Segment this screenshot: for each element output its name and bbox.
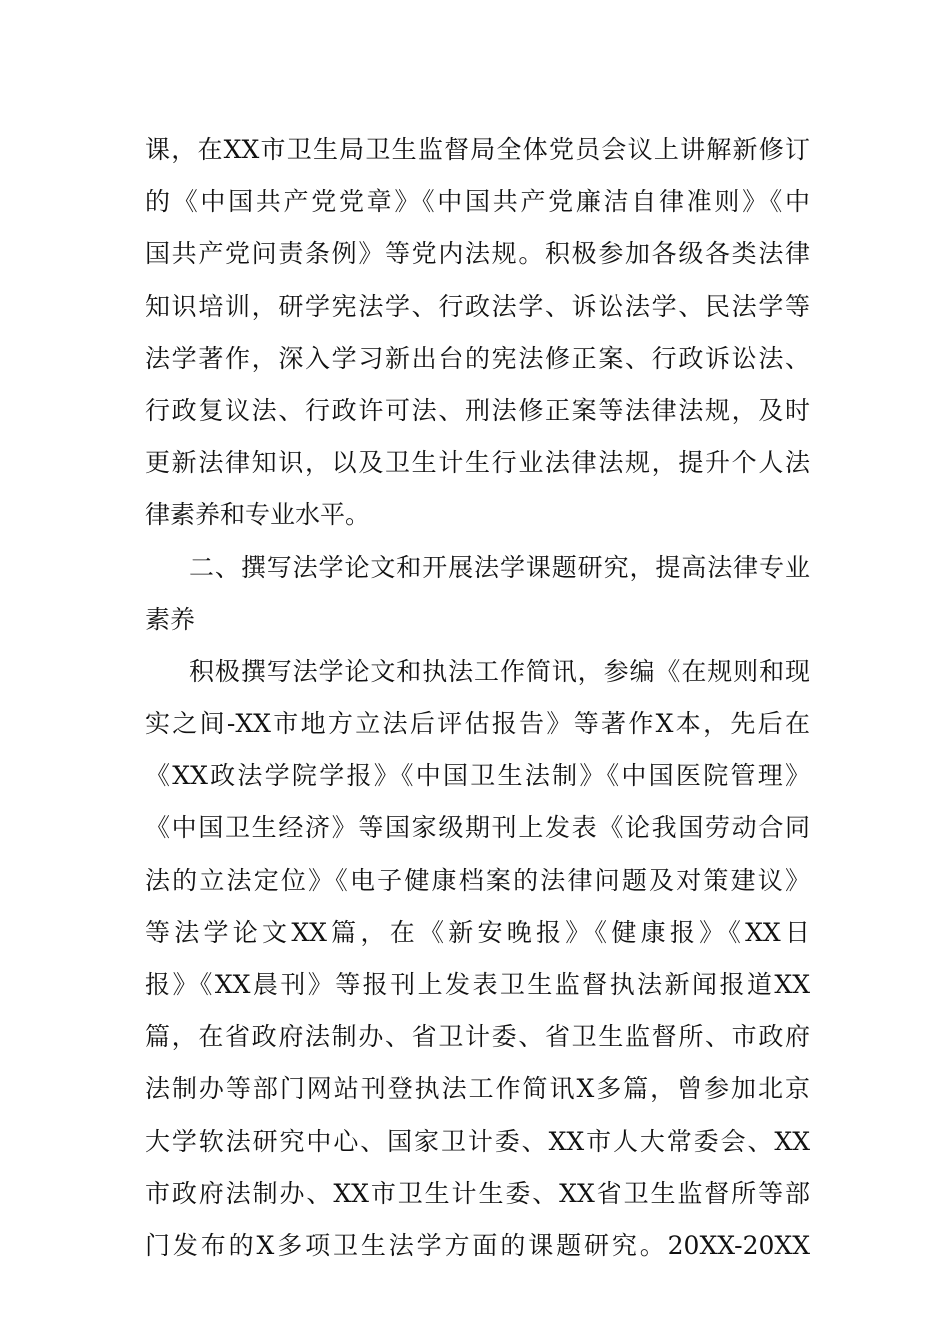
paragraph-3 [145,646,810,1272]
text-line: 的《中国共产党党章》《中国共产党廉洁自律准则》《中 [145,187,810,217]
text-line: 实之间-XX市地方立法后评估报告》等著作X本，先后在 [145,709,810,739]
text-line: 国共产党问责条例》等党内法规。积极参加各级各类法律 [145,239,810,269]
text-line: 门发布的X多项卫生法学方面的课题研究。20XX-20XX [145,1230,810,1260]
text-line: 积极撰写法学论文和执法工作简讯，参编《在规则和现 [189,656,810,686]
text-line: 行政复议法、行政许可法、刑法修正案等法律法规，及时 [145,395,810,425]
text-line: 法学著作，深入学习新出台的宪法修正案、行政诉讼法、 [145,343,810,373]
text-line: 素养 [145,604,196,634]
text-line: 更新法律知识，以及卫生计生行业法律法规，提升个人法 [145,448,810,478]
text-line: 篇，在省政府法制办、省卫计委、省卫生监督所、市政府 [145,1022,810,1052]
text-line: 知识培训，研学宪法学、行政法学、诉讼法学、民法学等 [145,291,810,321]
text-line: 等法学论文XX篇，在《新安晚报》《健康报》《XX日 [145,917,810,947]
text-line: 律素养和专业水平。 [145,500,371,530]
text-line: 《XX政法学院学报》《中国卫生法制》《中国医院管理》 [145,761,810,791]
text-line: 《中国卫生经济》等国家级期刊上发表《论我国劳动合同 [145,813,810,843]
text-line: 法制办等部门网站刊登执法工作简讯X多篇，曾参加北京 [145,1074,810,1104]
text-line: 二、撰写法学论文和开展法学课题研究，提高法律专业 [189,552,810,582]
text-line: 市政府法制办、XX市卫生计生委、XX省卫生监督所等部 [145,1178,810,1208]
text-line: 法的立法定位》《电子健康档案的法律问题及对策建议》 [145,865,810,895]
section-heading [145,542,810,646]
text-line: 大学软法研究中心、国家卫计委、XX市人大常委会、XX [145,1126,810,1156]
text-line: 课，在XX市卫生局卫生监督局全体党员会议上讲解新修订 [145,135,810,164]
text-line: 报》《XX晨刊》等报刊上发表卫生监督执法新闻报道XX [145,970,810,999]
body-text [145,124,810,1272]
paragraph-1 [145,124,810,542]
